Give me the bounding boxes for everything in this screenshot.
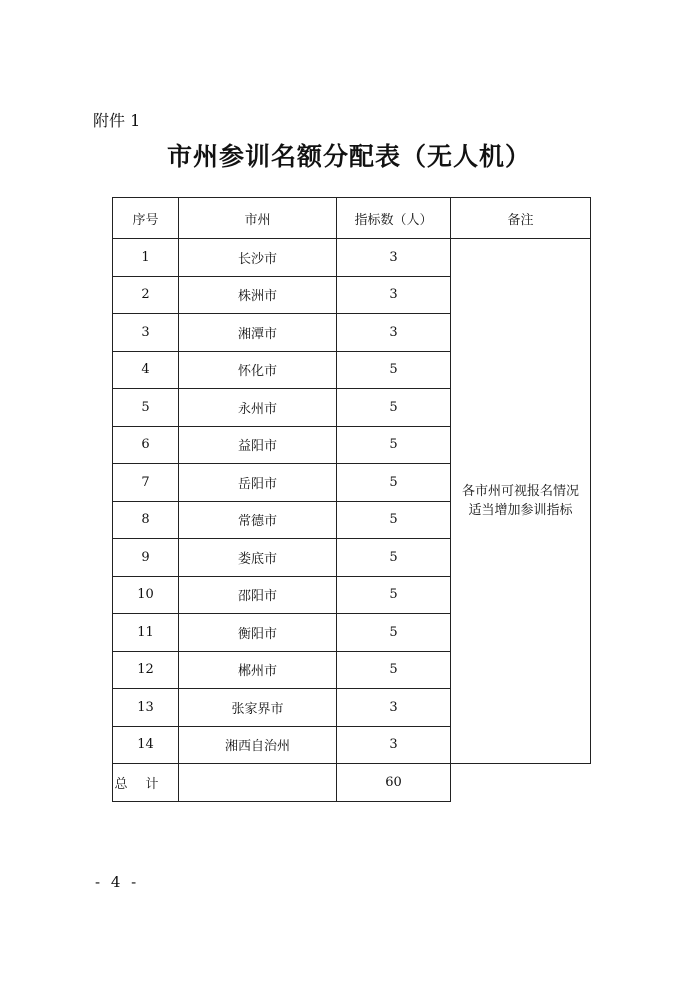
cell-quota: 5 <box>337 651 451 689</box>
cell-quota: 5 <box>337 389 451 427</box>
cell-city: 益阳市 <box>179 426 337 464</box>
cell-seq: 1 <box>113 239 179 277</box>
header-remark: 备注 <box>451 198 591 239</box>
cell-quota: 5 <box>337 426 451 464</box>
cell-city: 岳阳市 <box>179 464 337 502</box>
cell-quota: 5 <box>337 539 451 577</box>
cell-city: 常德市 <box>179 501 337 539</box>
total-label: 总计 <box>113 764 179 802</box>
header-seq: 序号 <box>113 198 179 239</box>
document-title: 市州参训名额分配表（无人机） <box>166 142 531 171</box>
attachment-label: 附件 1 <box>93 111 141 130</box>
cell-seq: 7 <box>113 464 179 502</box>
cell-quota: 3 <box>337 689 451 727</box>
remark-cell <box>451 239 591 764</box>
table-body <box>113 239 591 802</box>
cell-seq: 4 <box>113 351 179 389</box>
cell-quota: 5 <box>337 464 451 502</box>
header-city: 市州 <box>179 198 337 239</box>
cell-city: 娄底市 <box>179 539 337 577</box>
cell-quota: 3 <box>337 314 451 352</box>
cell-city: 永州市 <box>179 389 337 427</box>
cell-city: 邵阳市 <box>179 576 337 614</box>
cell-city: 衡阳市 <box>179 614 337 652</box>
cell-seq: 8 <box>113 501 179 539</box>
cell-city: 张家界市 <box>179 689 337 727</box>
table-header-row <box>113 198 591 239</box>
cell-seq: 12 <box>113 651 179 689</box>
cell-city: 郴州市 <box>179 651 337 689</box>
cell-seq: 9 <box>113 539 179 577</box>
cell-seq: 6 <box>113 426 179 464</box>
cell-quota: 5 <box>337 576 451 614</box>
cell-seq: 3 <box>113 314 179 352</box>
cell-city: 湘潭市 <box>179 314 337 352</box>
quota-allocation-table <box>112 197 591 802</box>
remark-line-1: 各市州可视报名情况 <box>461 484 579 499</box>
cell-seq: 13 <box>113 689 179 727</box>
cell-city: 怀化市 <box>179 351 337 389</box>
cell-city: 株洲市 <box>179 276 337 314</box>
cell-quota: 3 <box>337 726 451 764</box>
cell-seq: 11 <box>113 614 179 652</box>
cell-quota: 3 <box>337 276 451 314</box>
cell-seq: 2 <box>113 276 179 314</box>
total-city-empty <box>179 764 337 802</box>
cell-seq: 10 <box>113 576 179 614</box>
header-quota: 指标数（人） <box>337 198 451 239</box>
cell-quota: 5 <box>337 501 451 539</box>
cell-city: 长沙市 <box>179 239 337 277</box>
total-value: 60 <box>337 764 451 802</box>
cell-quota: 5 <box>337 614 451 652</box>
cell-city: 湘西自治州 <box>179 726 337 764</box>
cell-seq: 5 <box>113 389 179 427</box>
page-number: - 4 - <box>95 873 140 891</box>
table-row <box>113 239 591 277</box>
total-row <box>113 764 591 802</box>
cell-seq: 14 <box>113 726 179 764</box>
cell-quota: 5 <box>337 351 451 389</box>
cell-quota: 3 <box>337 239 451 277</box>
remark-line-2: 适当增加参训指标 <box>468 503 573 518</box>
